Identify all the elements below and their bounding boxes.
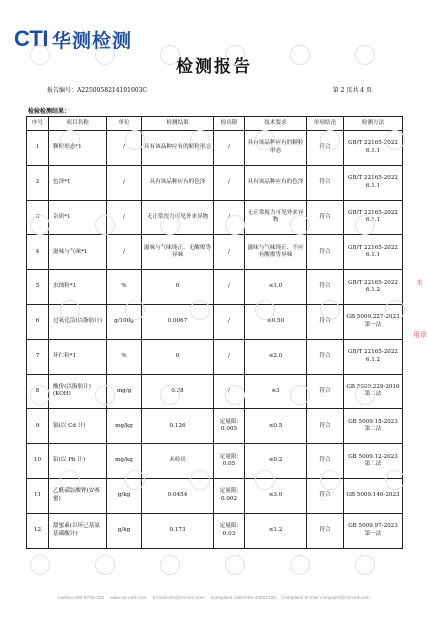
cell-requirement: ≤0.50: [245, 304, 307, 339]
cell-unit: mg/g: [107, 374, 142, 409]
table-row: [27, 513, 403, 548]
cell-name: 虫蚀粒*1: [49, 270, 107, 305]
watermark-circle: [95, 555, 115, 575]
cell-conclusion: 符合: [307, 478, 344, 513]
cell-name: 甜蜜素(以环己基氨基磺酸计): [49, 513, 107, 548]
cell-requirement: ≤0.2: [245, 444, 307, 479]
cell-conclusion: 符合: [307, 235, 344, 270]
cell-no: 9: [27, 409, 49, 444]
watermark-circle: [255, 130, 275, 150]
watermark-circle: [30, 45, 50, 65]
cell-method: GB/T 22165-2022 6.1.1: [344, 235, 403, 270]
cell-requirement: ≤3.0: [245, 478, 307, 513]
cell-limit: 定量限: 0.002: [214, 478, 245, 513]
cell-no: 11: [27, 478, 49, 513]
cell-name: 酸价(以脂肪计)(KOH): [49, 374, 107, 409]
watermark-circle: [125, 300, 145, 320]
cell-conclusion: 符合: [307, 304, 344, 339]
cell-requirement: ≤0.5: [245, 409, 307, 444]
watermark-circle: [95, 45, 115, 65]
cell-name: 镉(以 Cd 计): [49, 409, 107, 444]
table-row: [27, 235, 403, 270]
cell-result: 0.28: [142, 374, 214, 409]
cell-unit: /: [107, 131, 142, 166]
footer-item: Complaint call:0755-33681700: [210, 596, 276, 601]
watermark-circle: [225, 555, 245, 575]
cell-limit: /: [214, 131, 245, 166]
watermark-circle: [225, 45, 245, 65]
logo-text: CTI: [14, 26, 48, 51]
watermark-circle: [290, 555, 310, 575]
watermark-circle: [160, 385, 180, 405]
watermark-circle: [95, 215, 115, 235]
cell-no: 6: [27, 304, 49, 339]
cell-unit: /: [107, 165, 142, 200]
watermark-circle: [60, 130, 80, 150]
watermark-circle: [160, 215, 180, 235]
cell-requirement: ≤1.0: [245, 270, 307, 305]
logo-chinese-name: 华测检测: [51, 29, 132, 52]
header-conclusion: 单项结论: [307, 117, 344, 131]
cell-unit: %: [107, 339, 142, 374]
cell-unit: %: [107, 270, 142, 305]
cell-unit: mg/kg: [107, 444, 142, 479]
cell-method: GB 5009.15-2023 第二法: [344, 409, 403, 444]
table-header-row: [27, 117, 403, 131]
cell-method: GB/T 22165-2022 6.1.1: [344, 165, 403, 200]
cell-requirement: ≤2.0: [245, 339, 307, 374]
cell-conclusion: 符合: [307, 339, 344, 374]
cell-unit: g/100g: [107, 304, 142, 339]
cell-method: GB/T 22165-2022 6.1.2: [344, 339, 403, 374]
cell-requirement: 具有该品种应有的颗粒形态: [245, 131, 307, 166]
cell-unit: /: [107, 235, 142, 270]
cell-method: GB 5009.140-2023: [344, 478, 403, 513]
cell-conclusion: 符合: [307, 374, 344, 409]
cell-method: GB/T 22165-2022 6.1.1: [344, 131, 403, 166]
cell-no: 8: [27, 374, 49, 409]
watermark-circle: [320, 300, 340, 320]
cell-method: GB 5009.227-2023 第一法: [344, 304, 403, 339]
watermark-circle: [160, 555, 180, 575]
cell-result: 0.0067: [142, 304, 214, 339]
cell-method: GB 5009.97-2023 第一法: [344, 513, 403, 548]
cell-requirement: 滋味与气味纯正、不应有酸败等异味: [245, 235, 307, 270]
watermark-circle: [60, 300, 80, 320]
cell-method: GB/T 22165-2022 6.1.2: [344, 270, 403, 305]
cell-limit: /: [214, 339, 245, 374]
report-number-value: A2250058214101003C: [77, 87, 148, 94]
cell-no: 7: [27, 339, 49, 374]
cell-name: 滋味与气味*1: [49, 235, 107, 270]
cell-limit: /: [214, 374, 245, 409]
cell-unit: /: [107, 200, 142, 235]
cell-result: 0.0454: [142, 478, 214, 513]
page-info: 第 2 页共 4 页: [332, 87, 372, 94]
cell-no: 5: [27, 270, 49, 305]
stamp-mark: 用章: [413, 331, 427, 339]
cell-result: 滋味与气味纯正、无酸败等异味: [142, 235, 214, 270]
watermark-circle: [125, 130, 145, 150]
watermark-circle: [225, 215, 245, 235]
watermark-circle: [355, 45, 375, 65]
watermark-circle: [385, 300, 405, 320]
watermark-circle: [225, 385, 245, 405]
watermark-circle: [95, 385, 115, 405]
cell-conclusion: 符合: [307, 200, 344, 235]
footer-item: E-mail:info@cti-cert.com: [152, 596, 205, 601]
cell-result: 0: [142, 270, 214, 305]
cell-requirement: ≤3: [245, 374, 307, 409]
cell-method: GB/T 22165-2022 6.1.1: [344, 200, 403, 235]
cell-name: 颗粒形态*1: [49, 131, 107, 166]
cell-limit: 定量限: 0.05: [214, 444, 245, 479]
watermark-circle: [320, 130, 340, 150]
watermark-circle: [290, 385, 310, 405]
watermark-circle: [190, 300, 210, 320]
footer: [0, 596, 428, 601]
watermark-circle: [255, 300, 275, 320]
cell-result: 0: [142, 339, 214, 374]
table-row: [27, 409, 403, 444]
cell-no: 1: [27, 131, 49, 166]
cell-limit: /: [214, 200, 245, 235]
header-limit: 检出限: [214, 117, 245, 131]
cell-no: 2: [27, 165, 49, 200]
table-row: [27, 478, 403, 513]
watermark-circle: [30, 385, 50, 405]
cell-limit: /: [214, 235, 245, 270]
watermark-circle: [385, 470, 405, 490]
cell-result: 具有该品种应有的色泽: [142, 165, 214, 200]
header-unit: 单位: [107, 117, 142, 131]
footer-item: Hotline:400-6788-333: [58, 596, 105, 601]
cell-name: 杂质*1: [49, 200, 107, 235]
seal-stamp: [410, 272, 428, 362]
watermark-circle: [190, 470, 210, 490]
table-row: [27, 374, 403, 409]
table-row: [27, 270, 403, 305]
cell-unit: mg/kg: [107, 409, 142, 444]
table-row: [27, 165, 403, 200]
table-row: [27, 131, 403, 166]
watermark-circle: [355, 215, 375, 235]
cell-no: 12: [27, 513, 49, 548]
cell-name: 铅(以 Pb 计): [49, 444, 107, 479]
watermark-circle: [30, 555, 50, 575]
cell-result: 0.126: [142, 409, 214, 444]
header-result: 检测结果: [142, 117, 214, 131]
table-row: [27, 444, 403, 479]
footer-item: www.cti-cert.com: [110, 596, 147, 601]
header-method: 检测方法: [344, 117, 403, 131]
cell-no: 3: [27, 200, 49, 235]
cell-result: 具有该品种应有的颗粒形态: [142, 131, 214, 166]
cell-name: 色泽*1: [49, 165, 107, 200]
cell-limit: 定量限: 0.03: [214, 513, 245, 548]
cell-limit: 定量限: 0.005: [214, 409, 245, 444]
watermark-circle: [290, 45, 310, 65]
cell-requirement: ≤1.2: [245, 513, 307, 548]
cell-limit: /: [214, 270, 245, 305]
cell-conclusion: 符合: [307, 409, 344, 444]
cell-result: 未检出: [142, 444, 214, 479]
cell-requirement: 无正常视力可见外来异物: [245, 200, 307, 235]
watermark-circle: [30, 215, 50, 235]
cell-limit: /: [214, 304, 245, 339]
watermark-circle: [60, 470, 80, 490]
watermark-circle: [290, 215, 310, 235]
report-title: 检测报告: [176, 57, 252, 77]
cell-requirement: 具有该品种应有的色泽: [245, 165, 307, 200]
watermark-circle: [125, 470, 145, 490]
results-table: [26, 116, 403, 549]
cell-conclusion: 符合: [307, 165, 344, 200]
watermark-circle: [385, 130, 405, 150]
section-title: 检验检测结果：: [28, 108, 71, 115]
cell-name: 坏仁粒*1: [49, 339, 107, 374]
cell-unit: g/kg: [107, 478, 142, 513]
cell-no: 4: [27, 235, 49, 270]
watermark-circle: [355, 555, 375, 575]
cell-unit: g/kg: [107, 513, 142, 548]
cell-limit: /: [214, 165, 245, 200]
header-no: 序号: [27, 117, 49, 131]
cell-method: GB 5009.229-2016 第二法: [344, 374, 403, 409]
report-number: [47, 85, 147, 94]
watermark-circle: [320, 470, 340, 490]
stamp-mark: 木: [416, 279, 423, 287]
cell-method: GB 5009.12-2023 第二法: [344, 444, 403, 479]
cell-name: 过氧化值(以脂肪计): [49, 304, 107, 339]
table-row: [27, 339, 403, 374]
cell-name: 乙酰磺胺酸钾(安赛蜜): [49, 478, 107, 513]
cell-conclusion: 符合: [307, 513, 344, 548]
cell-conclusion: 符合: [307, 270, 344, 305]
header-requirement: 技术要求: [245, 117, 307, 131]
watermark-circle: [160, 45, 180, 65]
footer-item: Complaint E-mail:complaint@cti-cert.com: [281, 596, 370, 601]
watermark-circle: [255, 470, 275, 490]
cell-conclusion: 符合: [307, 131, 344, 166]
table-row: [27, 200, 403, 235]
cell-conclusion: 符合: [307, 444, 344, 479]
watermark-circle: [355, 385, 375, 405]
cell-result: 无正常视力可见外来异物: [142, 200, 214, 235]
header-name: 项目名称: [49, 117, 107, 131]
watermark-circle: [190, 130, 210, 150]
cell-result: 0.173: [142, 513, 214, 548]
cell-no: 10: [27, 444, 49, 479]
table-row: [27, 304, 403, 339]
report-number-label: 报告编号：: [47, 87, 78, 94]
